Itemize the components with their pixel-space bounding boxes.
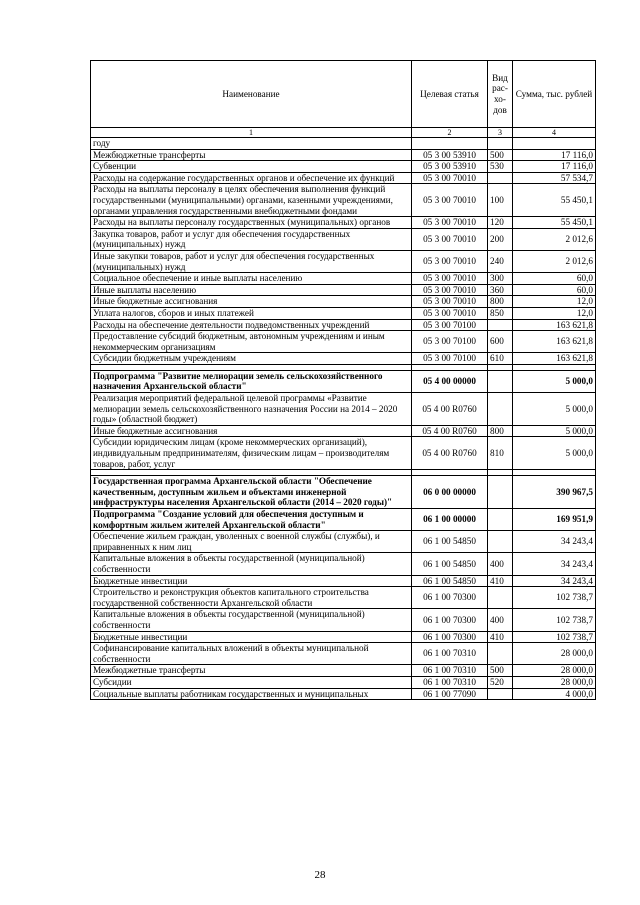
- row-target-article: 05 4 00 R0760: [412, 393, 488, 426]
- row-sum: 5 000,0: [513, 437, 596, 470]
- row-sum: 28 000,0: [513, 676, 596, 688]
- row-expense-type: 360: [488, 284, 513, 296]
- table-row: [91, 161, 596, 173]
- row-sum: 5 000,0: [513, 370, 596, 392]
- row-expense-type: [488, 138, 513, 150]
- row-sum: 12,0: [513, 296, 596, 308]
- row-sum: 102 738,7: [513, 631, 596, 643]
- row-expense-type: [488, 476, 513, 509]
- row-name: Капитальные вложения в объекты государственной (муниципальной) собственности: [91, 553, 412, 575]
- table-row: [91, 273, 596, 285]
- row-name: Межбюджетные трансферты: [91, 149, 412, 161]
- row-sum: 102 738,7: [513, 587, 596, 609]
- row-expense-type: 120: [488, 217, 513, 229]
- row-expense-type: 810: [488, 437, 513, 470]
- table-header-row: [91, 61, 596, 128]
- row-sum: 163 621,8: [513, 353, 596, 365]
- table-row: [91, 149, 596, 161]
- row-target-article: 05 3 00 70010: [412, 172, 488, 184]
- row-name: Расходы на выплаты персоналу государственных (муниципальных) органов: [91, 217, 412, 229]
- row-name: Иные закупки товаров, работ и услуг для обеспечения государственных (муниципальных) нужд: [91, 250, 412, 272]
- row-target-article: 06 1 00 54850: [412, 553, 488, 575]
- row-name: Бюджетные инвестиции: [91, 631, 412, 643]
- row-target-article: 06 1 00 00000: [412, 509, 488, 531]
- row-name: Социальные выплаты работникам государственных и муниципальных: [91, 688, 412, 700]
- row-target-article: 06 1 00 70300: [412, 587, 488, 609]
- row-expense-type: [488, 393, 513, 426]
- row-expense-type: [488, 370, 513, 392]
- row-sum: 169 951,9: [513, 509, 596, 531]
- row-name: Расходы на содержание государственных органов и обеспечение их функций: [91, 172, 412, 184]
- row-sum: 2 012,6: [513, 228, 596, 250]
- table-row: [91, 393, 596, 426]
- row-target-article: 05 3 00 53910: [412, 149, 488, 161]
- row-expense-type: [488, 509, 513, 531]
- row-target-article: 05 3 00 53910: [412, 161, 488, 173]
- row-sum: 163 621,8: [513, 319, 596, 331]
- row-expense-type: 500: [488, 149, 513, 161]
- table-row: [91, 509, 596, 531]
- row-target-article: 06 1 00 70300: [412, 609, 488, 631]
- row-name: Иные выплаты населению: [91, 284, 412, 296]
- row-sum: 5 000,0: [513, 425, 596, 437]
- column-number: 2: [412, 128, 488, 138]
- table-row: [91, 331, 596, 353]
- header-name: Наименование: [91, 61, 412, 128]
- table-row: [91, 228, 596, 250]
- row-target-article: 06 1 00 77090: [412, 688, 488, 700]
- table-row: [91, 284, 596, 296]
- table-row: [91, 587, 596, 609]
- row-sum: 390 967,5: [513, 476, 596, 509]
- row-target-article: 06 1 00 54850: [412, 531, 488, 553]
- row-expense-type: [488, 172, 513, 184]
- row-expense-type: 800: [488, 425, 513, 437]
- table-row: [91, 688, 596, 700]
- row-target-article: 06 1 00 54850: [412, 575, 488, 587]
- row-name: Реализация мероприятий федеральной целевой программы «Развитие мелиорации земель сельскохозяйственного назначения России на 2014 – 2020 годы» (областной бюджет): [91, 393, 412, 426]
- column-number: 3: [488, 128, 513, 138]
- row-target-article: 06 1 00 70310: [412, 643, 488, 665]
- header-target-article: Целевая статья: [412, 61, 488, 128]
- row-sum: 60,0: [513, 284, 596, 296]
- row-name: Подпрограмма "Развитие мелиорации земель сельскохозяйственного назначения Архангельской области": [91, 370, 412, 392]
- row-name: году: [91, 138, 412, 150]
- row-name: Предоставление субсидий бюджетным, автономным учреждениям и иным некоммерческим организациям: [91, 331, 412, 353]
- row-target-article: 05 4 00 00000: [412, 370, 488, 392]
- row-expense-type: 400: [488, 609, 513, 631]
- row-expense-type: [488, 587, 513, 609]
- row-name: Расходы на выплаты персоналу в целях обеспечения выполнения функций государственными (муниципальными) органами, казенными учреждениями, органами управления государственными внебюджетными фондами: [91, 184, 412, 217]
- row-expense-type: 200: [488, 228, 513, 250]
- row-target-article: 05 3 00 70100: [412, 319, 488, 331]
- column-number: 1: [91, 128, 412, 138]
- row-expense-type: [488, 643, 513, 665]
- row-target-article: 05 4 00 R0760: [412, 425, 488, 437]
- row-expense-type: 300: [488, 273, 513, 285]
- table-row: [91, 172, 596, 184]
- row-target-article: 05 3 00 70010: [412, 296, 488, 308]
- row-target-article: 05 3 00 70100: [412, 331, 488, 353]
- row-sum: 55 450,1: [513, 217, 596, 229]
- row-name: Расходы на обеспечение деятельности подведомственных учреждений: [91, 319, 412, 331]
- table-row: [91, 476, 596, 509]
- table-row: [91, 665, 596, 677]
- row-expense-type: 240: [488, 250, 513, 272]
- column-number: 4: [513, 128, 596, 138]
- table-row: [91, 425, 596, 437]
- table-row: [91, 575, 596, 587]
- row-expense-type: [488, 319, 513, 331]
- row-name: Бюджетные инвестиции: [91, 575, 412, 587]
- table-row: [91, 370, 596, 392]
- row-name: Субсидии: [91, 676, 412, 688]
- row-name: Межбюджетные трансферты: [91, 665, 412, 677]
- row-name: Закупка товаров, работ и услуг для обеспечения государственных (муниципальных) нужд: [91, 228, 412, 250]
- row-expense-type: 800: [488, 296, 513, 308]
- row-target-article: 05 3 00 70010: [412, 250, 488, 272]
- row-target-article: 06 1 00 70300: [412, 631, 488, 643]
- table-row: [91, 353, 596, 365]
- row-target-article: 06 1 00 70310: [412, 676, 488, 688]
- table-row: [91, 250, 596, 272]
- row-expense-type: 530: [488, 161, 513, 173]
- row-sum: 28 000,0: [513, 643, 596, 665]
- row-sum: 55 450,1: [513, 184, 596, 217]
- row-sum: 28 000,0: [513, 665, 596, 677]
- row-expense-type: 400: [488, 553, 513, 575]
- row-target-article: 05 3 00 70010: [412, 217, 488, 229]
- row-expense-type: 520: [488, 676, 513, 688]
- row-target-article: 05 4 00 R0760: [412, 437, 488, 470]
- row-target-article: 05 3 00 70010: [412, 228, 488, 250]
- row-name: Субсидии бюджетным учреждениям: [91, 353, 412, 365]
- row-name: Строительство и реконструкция объектов капитального строительства государственной собственности Архангельской области: [91, 587, 412, 609]
- row-name: Субсидии юридическим лицам (кроме некоммерческих организаций), индивидуальным предпринимателям, физическим лицам – производителям товаров, работ, услуг: [91, 437, 412, 470]
- row-sum: 17 116,0: [513, 149, 596, 161]
- row-expense-type: [488, 531, 513, 553]
- row-sum: 5 000,0: [513, 393, 596, 426]
- row-expense-type: 500: [488, 665, 513, 677]
- row-name: Капитальные вложения в объекты государственной (муниципальной) собственности: [91, 609, 412, 631]
- row-name: Субвенции: [91, 161, 412, 173]
- row-expense-type: 410: [488, 575, 513, 587]
- row-name: Государственная программа Архангельской области "Обеспечение качественным, доступным жильем и объектами инженерной инфраструктуры населения Архангельской области (2014 – 2020 годы)": [91, 476, 412, 509]
- row-target-article: 06 0 00 00000: [412, 476, 488, 509]
- row-sum: 4 000,0: [513, 688, 596, 700]
- table-row: [91, 553, 596, 575]
- row-target-article: 05 3 00 70010: [412, 307, 488, 319]
- table-row: [91, 643, 596, 665]
- row-sum: 163 621,8: [513, 331, 596, 353]
- row-expense-type: [488, 688, 513, 700]
- row-expense-type: 600: [488, 331, 513, 353]
- table-row: [91, 184, 596, 217]
- header-sum: Сумма, тыс. рублей: [513, 61, 596, 128]
- table-row: [91, 217, 596, 229]
- row-expense-type: 610: [488, 353, 513, 365]
- table-row: [91, 437, 596, 470]
- row-target-article: 05 3 00 70010: [412, 273, 488, 285]
- header-expense-type: Вид рас-хо-дов: [488, 61, 513, 128]
- table-body: [91, 138, 596, 700]
- row-sum: 12,0: [513, 307, 596, 319]
- row-name: Софинансирование капитальных вложений в объекты муниципальной собственности: [91, 643, 412, 665]
- budget-table: [90, 60, 596, 700]
- row-target-article: 05 3 00 70010: [412, 284, 488, 296]
- row-sum: 102 738,7: [513, 609, 596, 631]
- table-row: [91, 296, 596, 308]
- table-row: [91, 609, 596, 631]
- row-target-article: 06 1 00 70310: [412, 665, 488, 677]
- row-name: Иные бюджетные ассигнования: [91, 296, 412, 308]
- row-name: Уплата налогов, сборов и иных платежей: [91, 307, 412, 319]
- row-target-article: 05 3 00 70010: [412, 184, 488, 217]
- row-sum: 34 243,4: [513, 575, 596, 587]
- table-row: [91, 319, 596, 331]
- row-name: Социальное обеспечение и иные выплаты населению: [91, 273, 412, 285]
- row-expense-type: 410: [488, 631, 513, 643]
- table-row: [91, 676, 596, 688]
- table-row: [91, 631, 596, 643]
- row-expense-type: 850: [488, 307, 513, 319]
- row-sum: 34 243,4: [513, 553, 596, 575]
- row-sum: 34 243,4: [513, 531, 596, 553]
- table-row: [91, 138, 596, 150]
- table-row: [91, 307, 596, 319]
- row-sum: [513, 138, 596, 150]
- column-number-row: [91, 128, 596, 138]
- row-name: Подпрограмма "Создание условий для обеспечения доступным и комфортным жильем жителей Архангельской области": [91, 509, 412, 531]
- row-target-article: 05 3 00 70100: [412, 353, 488, 365]
- row-sum: 60,0: [513, 273, 596, 285]
- row-target-article: [412, 138, 488, 150]
- page-number: 28: [314, 869, 326, 881]
- row-sum: 57 534,7: [513, 172, 596, 184]
- row-sum: 17 116,0: [513, 161, 596, 173]
- row-name: Иные бюджетные ассигнования: [91, 425, 412, 437]
- row-sum: 2 012,6: [513, 250, 596, 272]
- row-name: Обеспечение жильем граждан, уволенных с военной службы (службы), и приравненных к ним лиц: [91, 531, 412, 553]
- table-row: [91, 531, 596, 553]
- row-expense-type: 100: [488, 184, 513, 217]
